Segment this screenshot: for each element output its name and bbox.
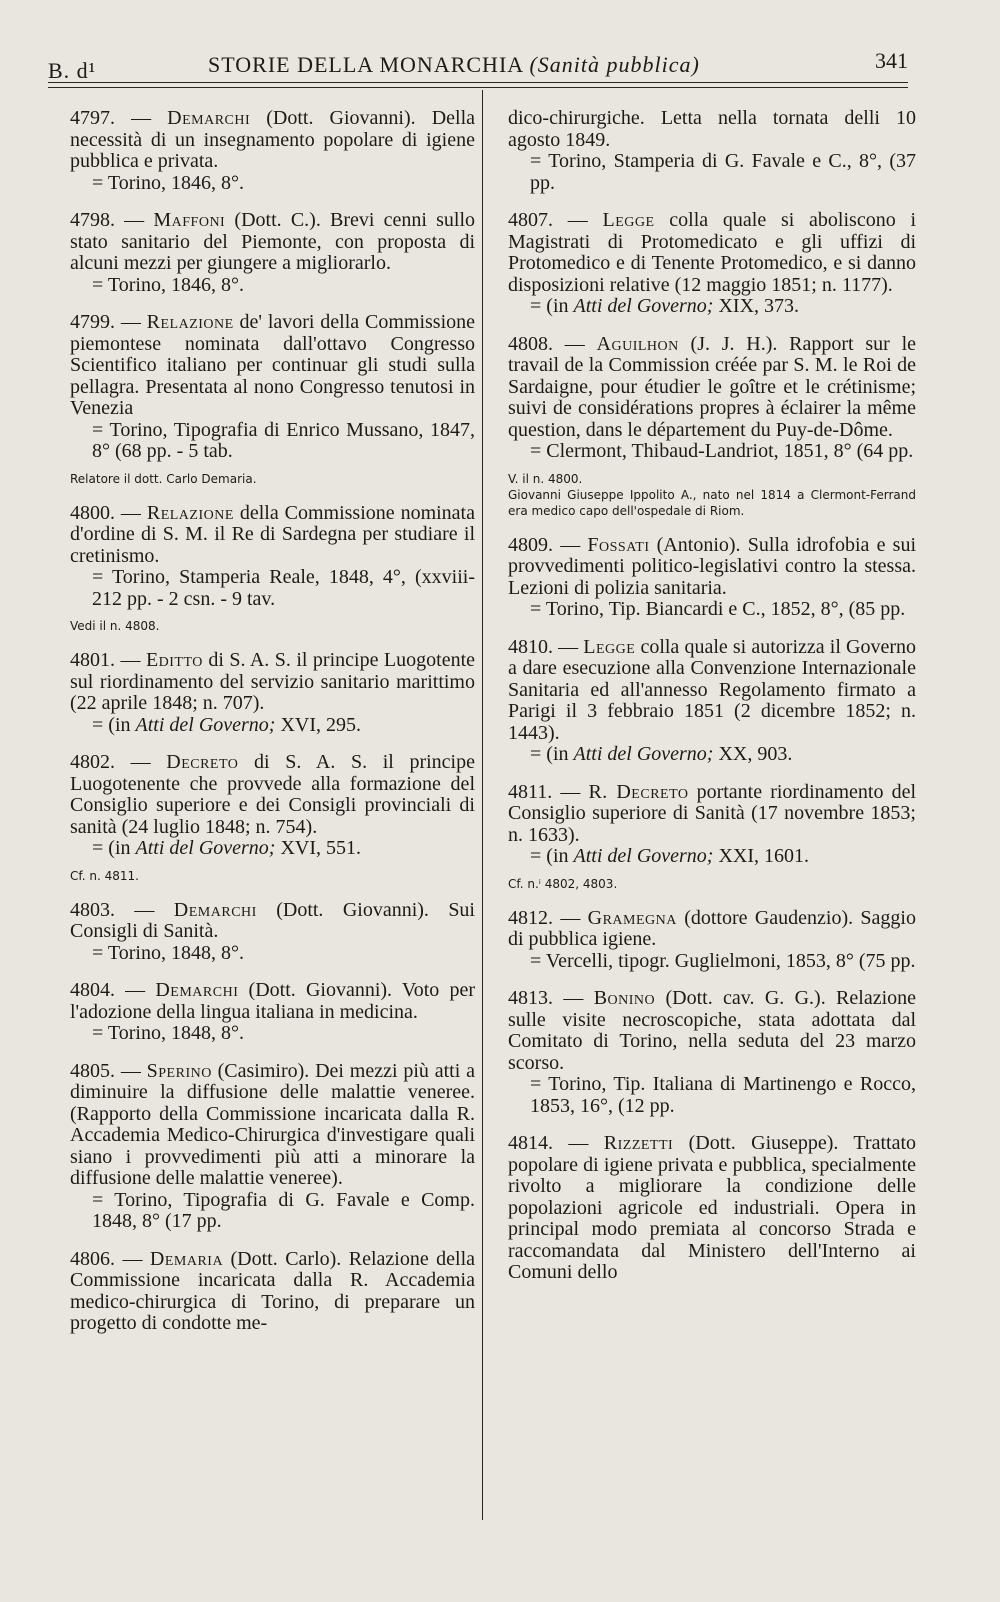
entry-4803: 4803. — Demarchi (Dott. Giovanni). Sui Consigli di Sanità. = Torino, 1848, 8°.	[70, 898, 475, 964]
entry-number: 4810.	[508, 635, 553, 658]
entry-4801: 4801. — Editto di S. A. S. il principe Luogotente sul riordinamento del servizio sanitario marittimo (22 aprile 1848; n. 707). = (in Atti del Governo; XVI, 295.	[70, 649, 476, 736]
entry-number: 4806.	[70, 1247, 115, 1270]
entry-number: 4813.	[508, 987, 553, 1009]
entry-number: 4802.	[70, 751, 115, 773]
entry-publication: = Torino, 1848, 8°.	[92, 941, 244, 964]
entry-note: Relatore il dott. Carlo Demaria.	[70, 471, 257, 486]
entry-publication: = Torino, Stamperia Reale, 1848, 4°, (xxviii-212 pp. - 2 csn. - 9 tav.	[92, 566, 475, 610]
pub-ref: XVI, 551.	[275, 837, 362, 859]
entry-author: Sperino	[146, 1059, 212, 1082]
entry-note: Cf. n. 4811.	[70, 868, 139, 883]
pub-ref: XXI, 1601.	[713, 845, 810, 867]
pub-prefix: = (in	[530, 295, 574, 317]
pub-prefix: = (in	[530, 845, 574, 867]
entry-4811: 4811. — R. Decreto portante riordinamento del Consiglio superiore di Sanità (17 novembre 1853; n. 1633). = (in Atti del Governo; XXI, 1601. Cf. n.ⁱ 4802, 4803.	[508, 780, 917, 891]
entry-number: 4803.	[70, 898, 115, 921]
entry-author: Demarchi	[155, 979, 239, 1001]
pub-source: Atti del Governo;	[573, 295, 714, 317]
pub-ref: XVI, 295.	[275, 713, 362, 736]
entry-publication: = Torino, Tip. Biancardi e C., 1852, 8°, (85 pp.	[530, 598, 906, 620]
pub-ref: XX, 903.	[713, 743, 793, 765]
entry-4813: 4813. — Bonino (Dott. cav. G. G.). Relazione sulle visite necroscopiche, stata adottata dal Comitato di Torino, nella seduta del 23 marzo scorso. = Torino, Tip. Italiana di Martinengo e Rocco, 1853, 16°, (12 pp.	[508, 987, 917, 1117]
entry-author: Bonino	[593, 987, 656, 1009]
entry-author: Rizzetti	[603, 1132, 674, 1154]
entry-4804: 4804. — Demarchi (Dott. Giovanni). Voto per l'adozione della lingua italiana in medicina. = Torino, 1848, 8°.	[70, 979, 475, 1044]
entry-note: V. il n. 4800.	[508, 471, 583, 486]
entry-number: 4814.	[508, 1132, 553, 1154]
entry-text: (Antonio). Sulla idrofobia e sui provvedimenti politico-legislativi contro la stessa. Lezioni di polizia sanitaria.	[508, 533, 916, 599]
page-header	[48, 46, 908, 83]
header-rule-top	[48, 82, 908, 83]
entry-4805: 4805. — Sperino (Casimiro). Dei mezzi più atti a diminuire la diffusione delle malattie veneree. (Rapporto della Commissione incaricata dalla R. Accademia Medico-Chirurgica d'investigare quali siano i provvedimenti più atti a minorare la diffusione delle malattie veneree). = Torino, Tipografia di G. Favale e Comp. 1848, 8° (17 pp.	[70, 1059, 475, 1232]
entry-text: de' lavori della Commissione piemontese nominata dall'ottavo Congresso Scientifico italiano per continuar gli studi sulla pellagra. Presentata al nono Congresso tenutosi in Venezia	[70, 311, 476, 419]
entry-4797: 4797. — Demarchi (Dott. Giovanni). Della necessità di un insegnamento popolare di igiene pubblica e privata. = Torino, 1846, 8°.	[70, 107, 476, 194]
entry-number: 4804.	[70, 979, 115, 1001]
entry-4798: 4798. — Maffoni (Dott. C.). Brevi cenni sullo stato sanitario del Piemonte, con proposta di alcuni mezzi per giungere a migliorarlo. = Torino, 1846, 8°.	[70, 209, 476, 296]
pub-prefix: = (in	[92, 713, 136, 736]
running-title-subtitle: (Sanità pubblica)	[529, 52, 700, 77]
entry-number: 4797.	[70, 107, 115, 129]
left-column	[70, 108, 475, 1351]
pub-source: Atti del Governo;	[135, 837, 276, 859]
entry-text: (Dott. Carlo). Relazione della Commissione incaricata dalla R. Accademia medico-chirurgica di Torino, di preparare un progetto di condotte me-	[70, 1247, 476, 1334]
entry-4809: 4809. — Fossati (Antonio). Sulla idrofobia e sui provvedimenti politico-legislativi contro la stessa. Lezioni di polizia sanitaria. = Torino, Tip. Biancardi e C., 1852, 8°, (85 pp.	[508, 533, 916, 620]
column-divider	[482, 90, 483, 1520]
entry-publication: = Torino, Stamperia di G. Favale e C., 8°, (37 pp.	[530, 150, 916, 194]
entry-number: 4812.	[508, 906, 553, 929]
entry-text: di S. A. S. il principe Luogotenente che provvede alla formazione del Consiglio superiore e dei Consigli provinciali di sanità (24 luglio 1848; n. 754).	[70, 751, 475, 838]
header-rule-bottom	[48, 87, 908, 88]
entry-author: Relazione	[146, 501, 234, 524]
entry-4806-continued	[508, 108, 916, 194]
entry-text: dico-chirurgiche. Letta nella tornata delli 10 agosto 1849.	[508, 107, 916, 151]
entry-text: colla quale si aboliscono i Magistrati di Protomedicato e gli uffizi di Protomedico e di Tenente Protomedico, e si danno disposizioni relative (12 maggio 1851; n. 1177).	[508, 209, 916, 296]
entry-text: (Dott. cav. G. G.). Relazione sulle visite necroscopiche, stata adottata dal Comitato di Torino, nella seduta del 23 marzo scorso.	[508, 987, 917, 1074]
entry-publication	[508, 846, 916, 868]
entry-4799: 4799. — Relazione de' lavori della Commissione piemontese nominata dall'ottavo Congresso Scientifico italiano per continuar gli studi sulla pellagra. Presentata al nono Congresso tenutosi in Venezia = Torino, Tipografia di Enrico Mussano, 1847, 8° (68 pp. - 5 tab. Relatore il dott. Carlo Demaria.	[70, 311, 476, 486]
entry-text: (Casimiro). Dei mezzi più atti a diminuire la diffusione delle malattie veneree. (Rapporto della Commissione incaricata dalla R. Accademia Medico-Chirurgica d'investigare quali siano i provvedimenti più atti a minorare la diffusione delle malattie veneree).	[70, 1059, 475, 1189]
entry-publication: = Torino, 1846, 8°.	[92, 171, 244, 194]
entry-publication	[70, 838, 475, 860]
entry-author: Demarchi	[167, 107, 251, 129]
entry-number: 4805.	[70, 1059, 115, 1082]
entry-number: 4799.	[70, 311, 115, 333]
page-number: 341	[875, 48, 908, 73]
pub-source: Atti del Governo;	[573, 743, 714, 765]
entry-publication: = Vercelli, tipogr. Guglielmoni, 1853, 8° (75 pp.	[530, 949, 916, 972]
entry-author: R. Decreto	[588, 780, 689, 803]
entry-publication	[508, 296, 916, 318]
entry-4808: 4808. — Aguilhon (J. J. H.). Rapport sur le travail de la Commission créée par S. M. le Roi de Sardaigne, pour étudier le goître et le crétinisme; suivi de considérations propres à éclairer la même question, dans le département du Puy-de-Dôme. = Clermont, Thibaud-Landriot, 1851, 8° (64 pp. V. il n. 4800. Giovanni Giuseppe Ippolito A., nato nel 1814 a Clermont-Ferrand era medico capo dell'ospedale di Riom.	[508, 332, 917, 518]
entry-note: Vedi il n. 4808.	[70, 619, 160, 633]
entry-4802: 4802. — Decreto di S. A. S. il principe Luogotenente che provvede alla formazione del Consiglio superiore e dei Consigli provinciali di sanità (24 luglio 1848; n. 754). = (in Atti del Governo; XVI, 551. Cf. n. 4811.	[70, 751, 475, 883]
right-column	[508, 108, 916, 1300]
entry-number: 4807.	[508, 209, 553, 231]
entry-number: 4801.	[70, 649, 115, 671]
entry-number: 4811.	[508, 780, 553, 803]
entry-4814: 4814. — Rizzetti (Dott. Giuseppe). Trattato popolare di igiene privata e pubblica, specialmente rivolto a migliorare la condizione delle popolazioni agricole ed industriali. Opera in principal modo premiata al concorso Strada e raccomandata dal Ministero dell'Interno ai Comuni dello	[508, 1132, 916, 1283]
entry-author: Relazione	[146, 311, 234, 333]
entry-author: Fossati	[587, 533, 650, 556]
entry-publication: = Torino, Tip. Italiana di Martinengo e Rocco, 1853, 16°, (12 pp.	[530, 1073, 916, 1117]
entry-text: (Dott. C.). Brevi cenni sullo stato sanitario del Piemonte, con proposta di alcuni mezzi per giungere a migliorarlo.	[70, 209, 476, 274]
entry-author: Legge	[602, 209, 655, 231]
entry-4807: 4807. — Legge colla quale si aboliscono i Magistrati di Protomedicato e gli uffizi di Protomedico e di Tenente Protomedico, e si danno disposizioni relative (12 maggio 1851; n. 1177). = (in Atti del Governo; XIX, 373.	[508, 209, 916, 317]
entry-author: Decreto	[166, 751, 239, 773]
header-section-mark: B. d¹	[48, 58, 97, 83]
entry-text: (J. J. H.). Rapport sur le travail de la Commission créée par S. M. le Roi de Sardaigne, pour étudier le goître et le crétinisme; suivi de considérations propres à éclairer la même question, dans le département du Puy-de-Dôme.	[508, 332, 917, 441]
entry-publication	[508, 744, 916, 766]
entry-4810: 4810. — Legge colla quale si autorizza il Governo a dare esecuzione alla Convenzione Internazionale Sanitaria ed all'annesso Regolamento firmato a Parigi il 3 febbraio 1851 (2 dicembre 1852; n. 1443). = (in Atti del Governo; XX, 903.	[508, 635, 916, 765]
entry-publication: = Torino, Tipografia di Enrico Mussano, 1847, 8° (68 pp. - 5 tab.	[92, 418, 475, 462]
pub-source: Atti del Governo;	[135, 713, 276, 736]
entry-number: 4809.	[508, 533, 553, 556]
entry-publication: = Torino, Tipografia di G. Favale e Comp. 1848, 8° (17 pp.	[92, 1188, 475, 1232]
entry-publication: = Torino, 1848, 8°.	[92, 1022, 244, 1044]
entry-author: Demarchi	[173, 898, 257, 921]
pub-prefix: = (in	[92, 837, 136, 859]
entry-author: Aguilhon	[596, 332, 679, 355]
entry-text: di S. A. S. il principe Luogotente sul riordinamento del servizio sanitario marittimo (22 aprile 1848; n. 707).	[70, 649, 476, 714]
entry-publication: = Torino, 1846, 8°.	[92, 273, 244, 296]
entry-text: (Dott. Giovanni). Voto per l'adozione della lingua italiana in medicina.	[70, 979, 475, 1023]
entry-note: Cf. n.ⁱ 4802, 4803.	[508, 876, 618, 891]
entry-text: colla quale si autorizza il Governo a dare esecuzione alla Convenzione Internazionale Sanitaria ed all'annesso Regolamento firmato a Parigi il 3 febbraio 1851 (2 dicembre 1852; n. 1443).	[508, 635, 916, 744]
entry-number: 4798.	[70, 209, 115, 231]
pub-ref: XIX, 373.	[713, 295, 800, 317]
pub-prefix: = (in	[530, 743, 574, 765]
entry-publication: = Clermont, Thibaud-Landriot, 1851, 8° (64 pp.	[530, 440, 914, 462]
entry-author: Maffoni	[153, 209, 226, 231]
running-title	[208, 52, 700, 78]
entry-text: (dottore Gaudenzio). Saggio di pubblica igiene.	[508, 906, 916, 950]
entry-4806: 4806. — Demaria (Dott. Carlo). Relazione della Commissione incaricata dalla R. Accademia medico-chirurgica di Torino, di preparare un progetto di condotte me-	[70, 1247, 476, 1334]
entry-number: 4800.	[70, 501, 115, 524]
entry-author: Demaria	[149, 1247, 224, 1270]
entry-text: (Dott. Giovanni). Sui Consigli di Sanità.	[70, 898, 475, 942]
entry-number: 4808.	[508, 332, 553, 355]
pub-source: Atti del Governo;	[573, 845, 714, 867]
entry-4800: 4800. — Relazione della Commissione nominata d'ordine di S. M. il Re di Sardegna per studiare il cretinismo. = Torino, Stamperia Reale, 1848, 4°, (xxviii-212 pp. - 2 csn. - 9 tav. Vedi il n. 4808.	[70, 501, 475, 633]
running-title-main: STORIE DELLA MONARCHIA	[208, 52, 523, 77]
entry-4812: 4812. — Gramegna (dottore Gaudenzio). Saggio di pubblica igiene. = Vercelli, tipogr. Guglielmoni, 1853, 8° (75 pp.	[508, 906, 916, 972]
entry-author: Legge	[583, 635, 636, 658]
entry-author: Editto	[145, 649, 203, 671]
entry-text: (Dott. Giovanni). Della necessità di un insegnamento popolare di igiene pubblica e privata.	[70, 107, 476, 172]
entry-author: Gramegna	[587, 906, 677, 929]
entry-publication	[70, 715, 475, 737]
entry-text: portante riordinamento del Consiglio superiore di Sanità (17 novembre 1853; n. 1633).	[508, 780, 917, 846]
entry-text: della Commissione nominata d'ordine di S. M. il Re di Sardegna per studiare il cretinismo.	[70, 501, 475, 567]
entry-note-biography: Giovanni Giuseppe Ippolito A., nato nel 1814 a Clermont-Ferrand era medico capo dell'ospedale di Riom.	[508, 487, 916, 518]
entry-text: (Dott. Giuseppe). Trattato popolare di igiene privata e pubblica, specialmente rivolto a migliorare la condizione delle popolazioni agricole ed industriali. Opera in principal modo premiata al concorso Strada e raccomandata dal Ministero dell'Interno ai Comuni dello	[508, 1132, 916, 1283]
